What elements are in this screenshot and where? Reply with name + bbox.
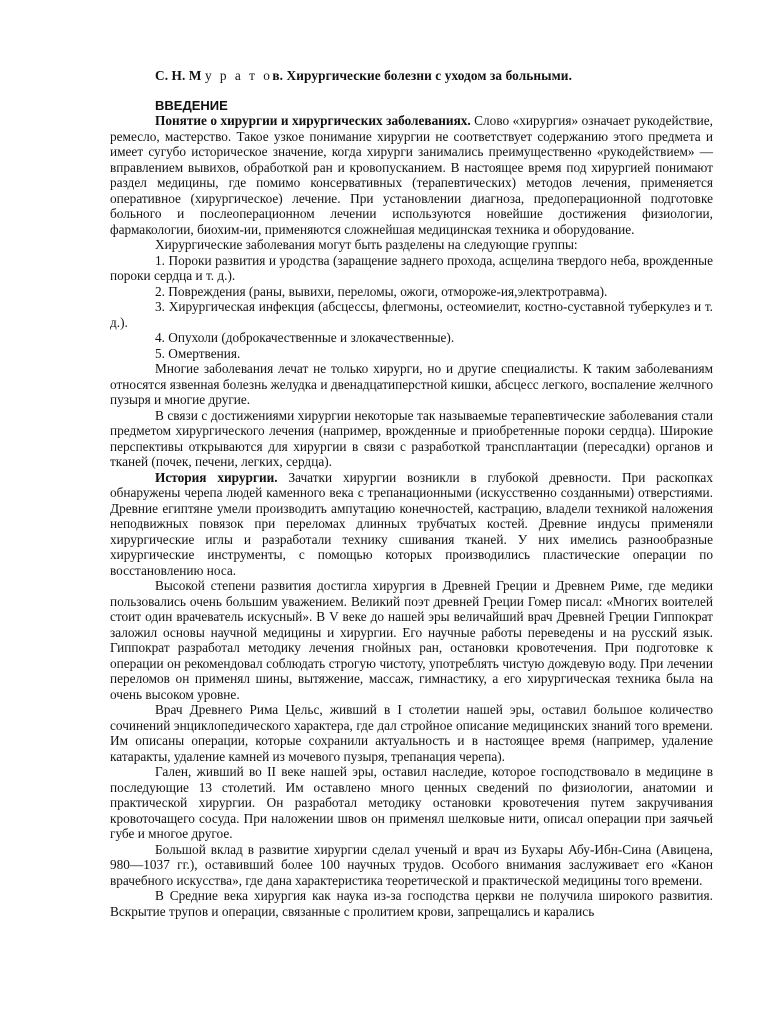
paragraph-text: 1. Пороки развития и уродства (заращение заднего прохода, асщелина твердого неба, врожденные пороки сердца и т. д.). [110, 252, 713, 283]
paragraph-text: В Средние века хирургия как наука из-за господства церкви не получила широкого развития. Вскрытие трупов и операции, связанные с пролитием крови, запрещались и карались [110, 888, 713, 919]
paragraph-text: 3. Хирургическая инфекция (абсцессы, флегмоны, остеомиелит, костно-суставной туберкулез и т. д.). [110, 299, 713, 330]
paragraph-text: Высокой степени развития достигла хирургия в Древней Греции и Древнем Риме, где медики пользовались очень большим уважением. Великий поэт древней Греции Гомер писал: «Многих воителей стоит один врачеватель искусный». В V веке до нашей эры величайший врач Древней Греции Гиппократ заложил основы научной медицины и хирургии. Его научные работы переведены и на русский язык. Гиппократ разработал методику лечения гнойных ран, остановки кровотечения. При подготовке к операции он рекомендовал соблюдать строгую чистоту, употреблять чистую дождевую воду. При лечении переломов он применял шины, вытяжение, массаж, гимнастику, а его хирургическая техника была на очень высоком уровне. [110, 578, 713, 702]
author-surname-spaced: у р а т о [204, 68, 273, 83]
paragraph-text: Большой вклад в развитие хирургии сделал ученый и врач из Бухары Абу-Ибн-Сина (Авицена, 980—1037 гг.), оставивший более 100 научных трудов. Особого внимания заслуживает его «Канон врачебного искусства», где дана характеристика теоретической и практической медицины того времени. [110, 841, 713, 888]
paragraph [110, 702, 713, 764]
paragraph [110, 764, 713, 842]
paragraph [110, 361, 713, 408]
section-heading: ВВЕДЕНИЕ [155, 97, 228, 113]
author-initials: С. Н. М [155, 68, 202, 83]
list-item [110, 346, 713, 362]
list-item [110, 299, 713, 330]
paragraph-lead: История хирургии. [155, 469, 278, 485]
paragraph [110, 408, 713, 470]
document-page [110, 68, 713, 919]
list-item [110, 253, 713, 284]
list-item [110, 330, 713, 346]
paragraph [110, 888, 713, 919]
paragraph-text: Хирургические заболевания могут быть разделены на следующие группы: [155, 237, 578, 252]
book-title: в. Хирургические болезни с уходом за больными. [272, 68, 572, 83]
list-item [110, 284, 713, 300]
paragraph-text: Слово «хирургия» означает рукодействие, ремесло, мастерство. Такое узкое понимание хирургии не соответствует содержанию этого предмета и имеет сугубо историческое значение, когда хирурги занимались преимущественно «рукодействием» — вправлением вывихов, обработкой ран и кровопусканием. В настоящее время под хирургией понимают раздел медицины, где помимо консервативных (терапевтических) методов лечения, применяется оперативное (хирургическое) лечение. При установлении диагноза, предоперационной подготовке больного и послеоперационном лечении используются новейшие достижения физиологии, фармакологии, биохим-ии, применяются сложнейшая медицинская техника и оборудование. [110, 113, 713, 237]
paragraph [110, 578, 713, 702]
document-title [155, 68, 713, 84]
paragraph [110, 842, 713, 889]
paragraph-text: 2. Повреждения (раны, вывихи, переломы, ожоги, отмороже-ия,электротравма). [155, 283, 608, 299]
paragraph [110, 113, 713, 237]
paragraph-text: 5. Омертвения. [155, 345, 241, 361]
paragraph-text: Многие заболевания лечат не только хирурги, но и другие специалисты. К таким заболеваниям относятся язвенная болезнь желудка и двенадцатиперстной кишки, абсцесс легкого, воспаление желчного пузыря и многие другие. [110, 361, 713, 407]
paragraph [110, 237, 713, 253]
paragraph [110, 470, 713, 579]
paragraph-text: Зачатки хирургии возникли в глубокой древности. При раскопках обнаружены черепа людей каменного века с трепанационными (искусственно созданными) отверстиями. Древние египтяне умели производить ампутацию конечностей, кастрацию, владели техникой наложения неподвижных повязок при переломах длинных трубчатых костей. Древние индусы применяли хирургические иглы и разработали технику сшивания тканей. У них имелись разнообразные хирургические инструменты, с помощью которых производились пластические операции по восстановлению носа. [110, 469, 713, 578]
paragraph-text: Гален, живший во II веке нашей эры, оставил наследие, которое господствовало в медицине в последующие 13 столетий. Им оставлено много ценных сведений по физиологии, анатомии и практической хирургии. Он разработал методику остановки кровотечения путем закручивания кровоточащего сосуда. При наложении швов он применял шелковые нити, описал операции при заячьей губе и многое другое. [110, 764, 713, 841]
paragraph-text: В связи с достижениями хирургии некоторые так называемые терапевтические заболевания стали предметом хирургического лечения (например, врожденные и приобретенные пороки сердца). Широкие перспективы открываются для хирургии в связи с разработкой трансплантации (пересадки) органов и тканей (почек, печени, легких, сердца). [110, 407, 713, 469]
paragraph-text: Врач Древнего Рима Цельс, живший в I столетии нашей эры, оставил большое количество сочинений энциклопедического характера, где дал стройное описание медицинских знаний того времени. Им описаны операции, которые сохранили актуальность и в настоящее время (например, удаление катаракты, удаление камней из мочевого пузыря, трепанация черепа). [110, 702, 713, 764]
paragraph-text: 4. Опухоли (доброкачественные и злокачественные). [155, 330, 455, 345]
paragraph-list [110, 113, 713, 919]
paragraph-lead: Понятие о хирургии и хирургических заболеваниях. [155, 113, 471, 128]
